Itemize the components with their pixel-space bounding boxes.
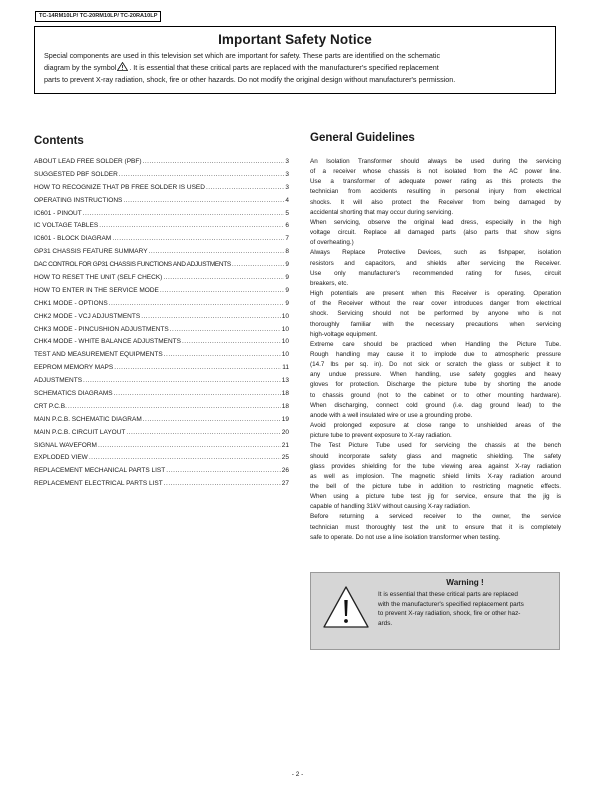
guideline-line: Use a transformer of adequate power rating as this protects the — [310, 178, 561, 186]
toc-leader-dots — [98, 222, 284, 229]
toc-entry-page: 10 — [281, 338, 289, 346]
safety-notice-line-end: . It is essential that these critical parts are replaced with the manufacturer's specified replacement — [129, 63, 439, 73]
toc-leader-dots — [82, 377, 281, 384]
toc-entry-page: 25 — [281, 454, 289, 462]
toc-entry-page: 13 — [281, 377, 289, 385]
guideline-line: of the Receiver without the rear cover introduces danger from electrical — [310, 300, 561, 308]
toc-entry-label: CHK4 MODE - WHITE BALANCE ADJUSTMENTS — [34, 338, 181, 346]
toc-entry-page: 18 — [281, 402, 289, 410]
toc-entry-page: 18 — [281, 390, 289, 398]
safety-notice-line: Special components are used in this television set which are important for safety. These parts are identified on the schematic — [44, 51, 441, 60]
toc-entry-label: TEST AND MEASUREMENT EQUIPMENTS — [34, 351, 163, 359]
toc-entry-page: 7 — [285, 235, 289, 243]
toc-leader-dots — [142, 158, 285, 165]
guideline-line: glass provides shielding for the tube viewing area against X-ray radiation — [310, 462, 561, 470]
guideline-line: accidental shorting that may occur during servicing. — [310, 208, 454, 216]
toc-leader-dots — [231, 261, 285, 268]
toc-leader-dots — [165, 467, 281, 474]
toc-leader-dots — [163, 351, 281, 358]
guideline-line: voltage circuit. Replace all damaged parts (also parts that show signs — [310, 229, 561, 237]
guideline-line: When servicing, observe the original lead dress, especially in the high — [310, 218, 561, 226]
toc-entry — [34, 248, 289, 261]
toc-entry-label: SUGGESTED PBF SOLDER — [34, 170, 118, 178]
toc-entry — [34, 222, 289, 235]
guidelines-heading: General Guidelines — [310, 132, 415, 144]
toc-entry-page: 9 — [285, 261, 289, 269]
toc-entry — [34, 390, 289, 403]
guideline-line: capable of handling 31kV without causing X-ray radiation. — [310, 503, 471, 511]
guideline-line: as well as implosion. The magnetic shield limits X-ray radiation around — [310, 472, 561, 480]
safety-notice-line — [44, 62, 546, 74]
toc-entry-label: REPLACEMENT MECHANICAL PARTS LIST — [34, 467, 166, 475]
guideline-line: any undue pressure. When handling, use safety goggles and heavy — [310, 371, 561, 379]
toc-entry-label: GP31 CHASSIS FEATURE SUMMARY — [34, 248, 148, 256]
toc-entry — [34, 480, 289, 493]
toc-entry-label: MAIN P.C.B. CIRCUIT LAYOUT — [34, 428, 126, 436]
toc-entry — [34, 351, 289, 364]
warning-title: Warning ! — [446, 578, 484, 587]
warning-text-line: to prevent X-ray radiation, shock, fire or other haz- — [378, 610, 521, 618]
toc-entry — [34, 429, 289, 442]
guideline-line: shock. Servicing should not be performed by anyone who is not — [310, 310, 561, 318]
guideline-line: (14.7 lbs per sq. in). Do not sick or scratch the glass or subject it to — [310, 361, 561, 369]
toc-leader-dots — [162, 274, 284, 281]
toc-entry-label: CHK3 MODE - PINCUSHION ADJUSTMENTS — [34, 325, 169, 333]
toc-entry-label: CHK2 MODE - VCJ ADJUSTMENTS — [34, 312, 141, 320]
toc-entry — [34, 326, 289, 339]
warning-box — [310, 572, 560, 650]
toc-entry-page: 9 — [285, 299, 289, 307]
guideline-line: Always Replace Protective Devices, such as fishpaper, isolation — [310, 249, 561, 257]
general-guidelines-text — [310, 157, 561, 543]
toc-entry-label: SIGNAL WAVEFORM — [34, 441, 97, 449]
safety-notice-text — [44, 50, 546, 87]
guideline-line: breakers, etc. — [310, 279, 349, 287]
toc-entry — [34, 442, 289, 455]
toc-entry — [34, 184, 289, 197]
warning-text — [378, 590, 551, 628]
guideline-line: resistors and capacitors, and shields after servicing the Receiver. — [310, 259, 561, 267]
toc-entry-page: 10 — [281, 351, 289, 359]
toc-entry-page: 21 — [281, 441, 289, 449]
toc-entry-page: 27 — [281, 480, 289, 488]
contents-heading: Contents — [34, 135, 84, 147]
toc-entry — [34, 197, 289, 210]
toc-leader-dots — [140, 313, 281, 320]
toc-entry-label: IC601 - PINOUT — [34, 209, 82, 217]
toc-leader-dots — [125, 429, 280, 436]
guideline-line: of overheating.) — [310, 239, 354, 247]
toc-entry-label: EXPLODED VIEW — [34, 454, 88, 462]
toc-leader-dots — [118, 171, 285, 178]
toc-entry — [34, 261, 289, 274]
toc-entry — [34, 235, 289, 248]
safety-notice-box — [34, 26, 556, 94]
toc-leader-dots — [97, 442, 281, 449]
toc-entry-page: 8 — [285, 248, 289, 256]
toc-entry-label: CRT P.C.B. — [34, 402, 67, 410]
toc-leader-dots — [82, 210, 285, 217]
toc-entry — [34, 287, 289, 300]
toc-entry-label: REPLACEMENT ELECTRICAL PARTS LIST — [34, 480, 163, 488]
guideline-line: high-voltage equipment. — [310, 330, 378, 338]
page-number: - 2 - — [291, 771, 304, 778]
guideline-line: should incorporate safety glass and magnetic shielding. The safety — [310, 452, 561, 460]
safety-notice-line-start: diagram by the symbol — [44, 63, 117, 73]
toc-entry — [34, 274, 289, 287]
toc-entry-page: 9 — [285, 274, 289, 282]
toc-entry-page: 9 — [285, 286, 289, 294]
guideline-line: safe to operate. Do not use a line isolation transformer when testing. — [310, 533, 501, 541]
toc-leader-dots — [113, 390, 281, 397]
toc-entry — [34, 313, 289, 326]
toc-leader-dots — [169, 326, 281, 333]
toc-leader-dots — [122, 197, 284, 204]
toc-entry-label: ADJUSTMENTS — [34, 377, 83, 385]
guideline-line: of a receiver whose chassis is not isolated from the AC power line. — [310, 168, 561, 176]
toc-leader-dots — [181, 338, 281, 345]
toc-entry-page: 3 — [285, 170, 289, 178]
toc-leader-dots — [67, 403, 281, 410]
toc-entry-label: HOW TO RECOGNIZE THAT PB FREE SOLDER IS USED — [34, 183, 205, 191]
guideline-line: Before returning a serviced receiver to the owner, the service — [310, 513, 561, 521]
toc-entry — [34, 158, 289, 171]
guideline-line: Avoid prolonged exposure at close range to unshielded areas of the — [310, 422, 561, 430]
toc-entry-label: OPERATING INSTRUCTIONS — [34, 196, 123, 204]
toc-entry — [34, 210, 289, 223]
toc-entry-page: 11 — [282, 364, 289, 372]
toc-leader-dots — [163, 480, 281, 487]
toc-entry — [34, 454, 289, 467]
toc-leader-dots — [159, 287, 285, 294]
guideline-line: The Test Picture Tube used for servicing the chassis at the bench — [310, 442, 561, 450]
guideline-line: Rough handling may cause it to implode due to atmospheric pressure — [310, 350, 561, 358]
guideline-line: thoroughly familiar with the necessary precautions when servicing — [310, 320, 561, 328]
warning-triangle-icon — [321, 584, 371, 630]
toc-leader-dots — [113, 364, 281, 371]
guideline-line: Use only manufacturer's recommended rating for fuses, circuit — [310, 269, 561, 277]
toc-entry — [34, 364, 289, 377]
toc-entry-page: 6 — [285, 222, 289, 230]
toc-entry — [34, 171, 289, 184]
guideline-line: Extreme care should be practiced when Handling the Picture Tube. — [310, 340, 561, 348]
toc-entry-label: IC601 - BLOCK DIAGRAM — [34, 235, 112, 243]
guideline-line: An Isolation Transformer should always be used during the servicing — [310, 158, 561, 165]
toc-entry-page: 26 — [281, 467, 289, 475]
guideline-line: shocks. It will also protect the Receiver from being damaged by — [310, 198, 561, 206]
toc-entry — [34, 300, 289, 313]
guideline-line: When using a picture tube test jig for service, ensure that the jig is — [310, 493, 561, 501]
guideline-line: technician from accidents resulting in personal injury from electrical — [310, 188, 561, 196]
toc-entry-label: MAIN P.C.B. SCHEMATIC DIAGRAM — [34, 415, 142, 423]
toc-leader-dots — [111, 235, 284, 242]
toc-entry-label: SCHEMATICS DIAGRAMS — [34, 390, 113, 398]
toc-entry-page: 4 — [285, 196, 289, 204]
toc-entry-label: EEPROM MEMORY MAPS — [34, 364, 114, 372]
toc-leader-dots — [205, 184, 284, 191]
toc-entry-page: 20 — [281, 428, 289, 436]
toc-leader-dots — [148, 248, 285, 255]
toc-entry-page: 3 — [285, 158, 289, 165]
warning-text-line: ards. — [378, 619, 393, 627]
toc-entry-page: 3 — [285, 183, 289, 191]
toc-entry — [34, 416, 289, 429]
warning-text-line: It is essential that these critical parts are replaced — [378, 591, 518, 598]
model-tag: TC-14RM10LP/ TC-20RM10LP/ TC-20RA10LP — [35, 11, 161, 22]
toc-entry-page: 5 — [285, 209, 289, 217]
table-of-contents — [34, 158, 289, 493]
toc-entry-label: DAC CONTROL FOR GP31 CHASSIS FUNCTIONS AND ADJUSTMENTS — [34, 261, 231, 269]
toc-entry — [34, 467, 289, 480]
guideline-line: the bell of the picture tube in addition to restricting magnetic effects. — [310, 483, 561, 490]
toc-entry — [34, 403, 289, 416]
safety-notice-title: Important Safety Notice — [218, 32, 372, 47]
toc-entry-label: CHK1 MODE - OPTIONS — [34, 299, 108, 307]
guideline-line: When discharging, connect cold ground (i.e. dag ground lead) to the — [310, 401, 561, 409]
guideline-line: picture tube to prevent exposure to X-ray radiation. — [310, 432, 452, 440]
toc-entry-page: 10 — [281, 325, 289, 333]
toc-entry-label: IC VOLTAGE TABLES — [34, 222, 99, 230]
guideline-line: technician must thoroughly test the unit to ensure that it is completely — [310, 523, 561, 531]
guideline-line: High potentials are present when this Receiver is operating. Operation — [310, 290, 561, 298]
toc-entry-page: 10 — [281, 312, 289, 320]
guideline-line: anode with a well insulated wire or use a grounding probe. — [310, 411, 473, 419]
toc-leader-dots — [88, 454, 281, 461]
guideline-line: gloves for protection. Discharge the picture tube by shorting the anode — [310, 381, 561, 389]
toc-entry-label: ABOUT LEAD FREE SOLDER (PBF) — [34, 158, 142, 165]
toc-entry-label: HOW TO ENTER IN THE SERVICE MODE — [34, 286, 159, 294]
toc-entry — [34, 338, 289, 351]
toc-entry — [34, 377, 289, 390]
toc-leader-dots — [142, 416, 281, 423]
safety-notice-line: parts to prevent X-ray radiation, shock, fire or other hazards. Do not modify the original design without manufacturer's permission. — [44, 75, 456, 85]
warning-triangle-icon — [117, 62, 128, 71]
toc-leader-dots — [108, 300, 285, 307]
toc-entry-label: HOW TO RESET THE UNIT (SELF CHECK) — [34, 274, 163, 282]
warning-text-line: with the manufacturer's specified replacement parts — [378, 600, 524, 608]
guideline-line: to chassis ground (not to the cabinet or to other mounting hardware). — [310, 391, 561, 399]
toc-entry-page: 19 — [281, 415, 289, 423]
